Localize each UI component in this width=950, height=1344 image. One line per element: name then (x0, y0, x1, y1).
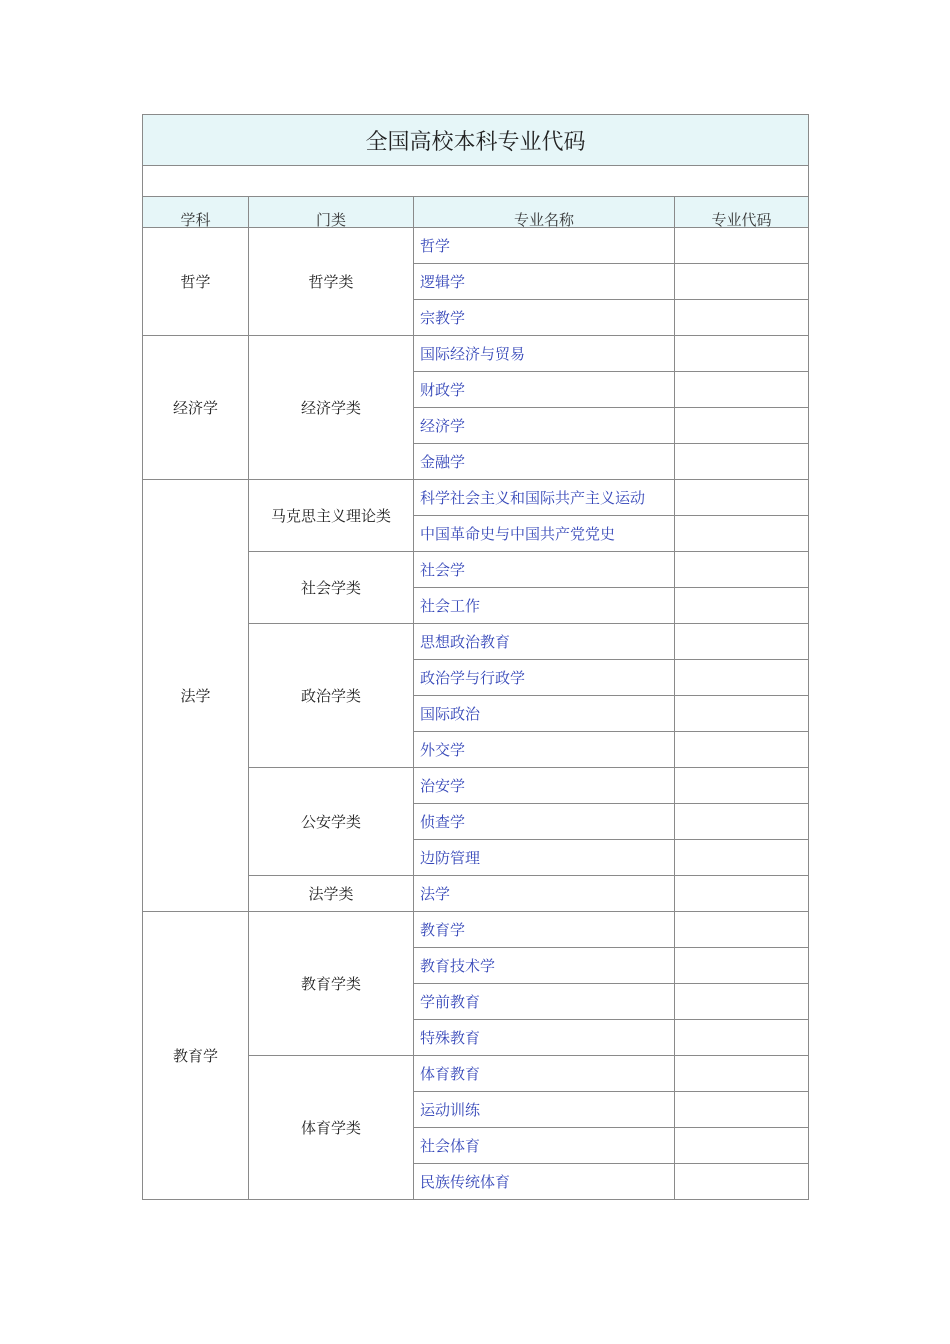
major-name-link[interactable]: 社会体育 (414, 1128, 675, 1164)
major-name-link[interactable]: 社会学 (414, 552, 675, 588)
page-title: 全国高校本科专业代码 (143, 115, 809, 166)
category-cell: 教育学类 (249, 912, 414, 1056)
category-cell: 体育学类 (249, 1056, 414, 1200)
major-name-link[interactable]: 运动训练 (414, 1092, 675, 1128)
major-code-cell (675, 1164, 809, 1200)
major-code-cell (675, 1092, 809, 1128)
major-name-link[interactable]: 民族传统体育 (414, 1164, 675, 1200)
blank-cell (143, 166, 809, 197)
major-name-link[interactable]: 国际经济与贸易 (414, 336, 675, 372)
category-cell: 经济学类 (249, 336, 414, 480)
major-name-link[interactable]: 经济学 (414, 408, 675, 444)
subject-cell: 哲学 (143, 228, 249, 336)
major-code-sheet (142, 114, 808, 1200)
major-code-cell (675, 300, 809, 336)
major-name-link[interactable]: 教育学 (414, 912, 675, 948)
major-name-link[interactable]: 科学社会主义和国际共产主义运动 (414, 480, 675, 516)
major-code-cell (675, 1020, 809, 1056)
category-cell: 社会学类 (249, 552, 414, 624)
major-name-link[interactable]: 治安学 (414, 768, 675, 804)
major-code-cell (675, 516, 809, 552)
category-cell: 法学类 (249, 876, 414, 912)
major-name-link[interactable]: 侦查学 (414, 804, 675, 840)
table-row (143, 480, 809, 516)
major-name-link[interactable]: 外交学 (414, 732, 675, 768)
major-code-cell (675, 444, 809, 480)
major-name-link[interactable]: 边防管理 (414, 840, 675, 876)
major-name-link[interactable]: 法学 (414, 876, 675, 912)
major-name-link[interactable]: 宗教学 (414, 300, 675, 336)
header-subject: 学科 (143, 197, 249, 228)
table-row (143, 912, 809, 948)
blank-row (143, 166, 809, 197)
major-name-link[interactable]: 学前教育 (414, 984, 675, 1020)
major-code-cell (675, 804, 809, 840)
major-code-cell (675, 372, 809, 408)
category-cell: 哲学类 (249, 228, 414, 336)
major-name-link[interactable]: 思想政治教育 (414, 624, 675, 660)
table-row (143, 228, 809, 264)
subject-cell: 教育学 (143, 912, 249, 1200)
major-code-cell (675, 588, 809, 624)
major-code-cell (675, 264, 809, 300)
major-name-link[interactable]: 体育教育 (414, 1056, 675, 1092)
major-code-cell (675, 1056, 809, 1092)
major-code-cell (675, 912, 809, 948)
major-code-cell (675, 660, 809, 696)
major-code-cell (675, 624, 809, 660)
major-name-link[interactable]: 国际政治 (414, 696, 675, 732)
major-code-cell (675, 696, 809, 732)
major-code-cell (675, 552, 809, 588)
major-code-cell (675, 768, 809, 804)
major-name-link[interactable]: 财政学 (414, 372, 675, 408)
major-code-cell (675, 336, 809, 372)
major-code-cell (675, 480, 809, 516)
category-cell: 马克思主义理论类 (249, 480, 414, 552)
major-name-link[interactable]: 特殊教育 (414, 1020, 675, 1056)
category-cell: 公安学类 (249, 768, 414, 876)
major-name-link[interactable]: 哲学 (414, 228, 675, 264)
category-cell: 政治学类 (249, 624, 414, 768)
major-name-link[interactable]: 社会工作 (414, 588, 675, 624)
header-major: 专业名称 (414, 197, 675, 228)
table-row (143, 336, 809, 372)
major-code-cell (675, 408, 809, 444)
header-row (143, 197, 809, 228)
major-code-cell (675, 1128, 809, 1164)
header-code: 专业代码 (675, 197, 809, 228)
major-code-table (142, 114, 809, 1200)
major-code-cell (675, 984, 809, 1020)
subject-cell: 法学 (143, 480, 249, 912)
title-row (143, 115, 809, 166)
subject-cell: 经济学 (143, 336, 249, 480)
major-name-link[interactable]: 政治学与行政学 (414, 660, 675, 696)
major-code-cell (675, 876, 809, 912)
major-name-link[interactable]: 中国革命史与中国共产党党史 (414, 516, 675, 552)
major-code-cell (675, 732, 809, 768)
major-code-cell (675, 228, 809, 264)
major-code-cell (675, 840, 809, 876)
major-name-link[interactable]: 逻辑学 (414, 264, 675, 300)
header-category: 门类 (249, 197, 414, 228)
major-name-link[interactable]: 教育技术学 (414, 948, 675, 984)
major-code-cell (675, 948, 809, 984)
major-name-link[interactable]: 金融学 (414, 444, 675, 480)
